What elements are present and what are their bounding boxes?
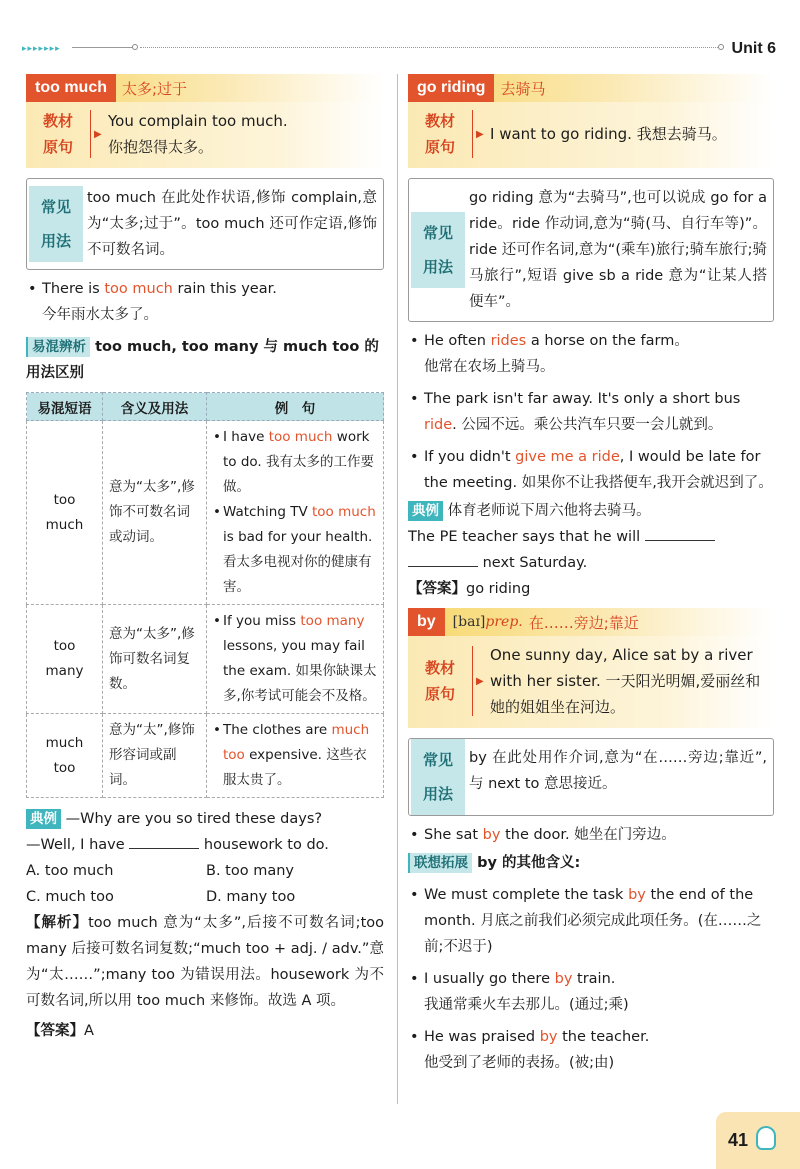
example-translation: 今年雨水太多了。 [42,307,158,323]
exercise-question: 典例 —Why are you so tired these days? [26,806,384,832]
source-line-en: You complain too much. [108,112,288,130]
phrase-meaning: 在……旁边;靠近 [528,613,639,632]
option-b[interactable]: B. too many [206,863,294,879]
example-sentence: • If you didn't give me a ride, I would be late for the meeting. 如果你不让我搭便车,我开会就迟到了。 [408,444,774,496]
right-column [408,74,774,1076]
phrase-banner-by [408,608,774,636]
source-line-cn: 你抱怨得太多。 [108,138,214,156]
textbook-source [408,102,774,168]
phrase-meaning: 去骑马 [500,79,546,98]
lightbulb-icon [756,1126,776,1150]
analysis-tag: 易混辨析 [26,337,90,357]
example-sentence: • There is too much rain this year. [26,276,384,302]
exercise-tag: 典例 [408,501,443,521]
page-number: 41 [728,1130,749,1150]
textbook-source [26,102,384,168]
header-dot-right [718,44,724,50]
table-row [27,714,384,798]
source-label: 教材 原句 [424,112,455,156]
analysis-heading [26,334,384,386]
table-cell-examples: • The clothes are much too expensive. 这些衣服太贵了。 [207,714,384,798]
usage-label: 常见 用法 [27,179,85,269]
table-cell-phrase: too many [27,605,103,714]
usage-label: 常见 用法 [409,179,467,321]
table-row [27,605,384,714]
table-cell-phrase: too much [27,421,103,605]
source-label [26,108,90,160]
usage-box [26,178,384,270]
source-arrow-icon: ▶ [90,110,102,158]
source-label-line1: 教材 [42,112,73,130]
extend-heading: 联想拓展 by 的其他含义: [408,850,774,876]
phrase-banner-too-much [26,74,384,102]
source-text: I want to go riding. 我想去骑马。 [490,125,727,143]
phrase-banner-go-riding [408,74,774,102]
example-translation: 他常在农场上骑马。 [424,359,555,375]
answer-line: 【答案】A [26,1023,94,1039]
phrase-ipa: [baɪ]prep. [452,614,523,630]
usage-text: by 在此处用作介词,意为“在……旁边;靠近”,与 next to 意思接近。 [469,750,767,792]
table-cell-phrase: much too [27,714,103,798]
source-text: One sunny day, Alice sat by a river with her sister. 一天阳光明媚,爱丽丝和她的姐姐坐在河边。 [490,646,761,716]
table-header: 含义及用法 [103,393,207,421]
table-header: 易混短语 [27,393,103,421]
example-translation: 我通常乘火车去那儿。(通过;乘) [424,997,629,1013]
answer-blank[interactable] [645,527,715,541]
example-sentence: • We must complete the task by the end of the month. 月底之前我们必须完成此项任务。(在……之前;不迟于) [408,882,774,960]
example-sentence: • He often rides a horse on the farm。 [408,328,774,354]
usage-text: go riding 意为“去骑马”,也可以说成 go for a ride。ride 作动词,意为“骑(马、自行车等)”。ride 还可作名词,意为“(乘车)旅行;骑车旅行;骑马旅行”,短语 give sb a ride 意为“让某人搭便车”。 [469,190,767,310]
header-line-left [72,47,134,48]
phrase-tag: too much [26,74,116,102]
exercise-english: The PE teacher says that he will next Saturday. [408,524,774,576]
example-sentence: • I usually go there by train. [408,966,774,992]
comparison-table [26,392,384,798]
example-sentence: • She sat by the door. 她坐在门旁边。 [408,822,774,848]
exercise-options-row2 [26,884,384,910]
option-c[interactable]: C. much too [26,889,114,905]
table-header: 例 句 [207,393,384,421]
table-cell-examples: • If you miss too many lessons, you may fail the exam. 如果你缺课太多,你考试可能会不及格。 [207,605,384,714]
exercise-question: 典例 体育老师说下周六他将去骑马。 [408,498,774,524]
table-cell-examples: • I have too much work to do. 我有太多的工作要做。 • Watching TV too much is bad for your health. 看太多电视对你的健康有害。 [207,421,384,605]
answer-blank[interactable] [408,553,478,567]
answer-blank[interactable] [129,835,199,849]
phrase-meaning: 太多;过于 [122,79,188,98]
example-translation: 他受到了老师的表扬。(被;由) [424,1055,615,1071]
usage-box [408,178,774,322]
option-a[interactable]: A. too much [26,863,114,879]
table-cell-usage: 意为“太多”,修饰可数名词复数。 [103,605,207,714]
textbook-source [408,636,774,728]
exercise-line2: —Well, I have housework to do. [26,837,329,853]
example-sentence: • The park isn't far away. It's only a short bus ride. 公园不远。乘公共汽车只要一会儿就到。 [408,386,774,438]
source-arrow-icon: ▶ [472,110,484,158]
table-cell-usage: 意为“太多”,修饰不可数名词或动词。 [103,421,207,605]
left-column [26,74,384,1044]
phrase-tag: go riding [408,74,494,102]
page-number-badge [716,1112,800,1169]
table-cell-usage: 意为“太”,修饰形容词或副词。 [103,714,207,798]
unit-label: Unit 6 [731,40,776,57]
usage-label: 常见 用法 [409,739,467,815]
analysis-explanation: 【解析】too much 意为“太多”,后接不可数名词;too many 后接可数名词复数;“much too + adj. / adv.”意为“太……”;many too 为错误用法。housework 为不可数名词,所以用 too much 来修饰。故选 A 项。 [26,915,384,1009]
source-arrow-icon: ▶ [472,646,484,716]
source-text [102,108,384,160]
column-divider [397,74,398,1104]
option-d[interactable]: D. many too [206,889,296,905]
header-arrows: ▸▸▸▸▸▸▸ [22,44,61,54]
source-label: 教材 原句 [424,659,455,703]
example-sentence: • He was praised by the teacher. [408,1024,774,1050]
extend-tag: 联想拓展 [408,853,472,873]
table-row [27,421,384,605]
source-label-line2: 原句 [42,138,73,156]
exercise-options-row1 [26,858,384,884]
exercise-tag: 典例 [26,809,61,829]
header-line [140,47,720,48]
usage-box [408,738,774,816]
answer-line: 【答案】go riding [408,581,531,597]
header-dot-left [132,44,138,50]
usage-text: too much 在此处作状语,修饰 complain,意为“太多;过于”。too much 还可作定语,修饰不可数名词。 [87,190,377,258]
analysis-title: too much, too many 与 much too 的用法区别 [26,339,379,381]
phrase-tag: by [408,608,445,636]
